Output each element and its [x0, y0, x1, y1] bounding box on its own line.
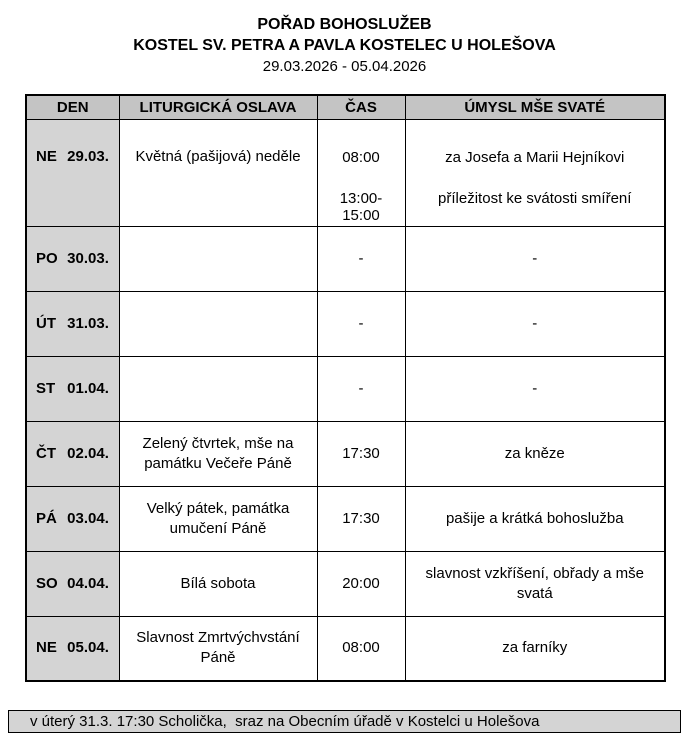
day-date: 30.03. — [67, 249, 109, 267]
table-row — [26, 356, 665, 421]
time-cell: - — [317, 356, 405, 421]
table-row — [26, 551, 665, 616]
time-cell: 17:30 — [317, 486, 405, 551]
table-header-row — [26, 95, 665, 119]
day-date: 01.04. — [67, 379, 109, 397]
table-row — [26, 119, 665, 226]
celebration-cell — [119, 291, 317, 356]
time-cell: 17:30 — [317, 421, 405, 486]
table-row — [26, 616, 665, 681]
day-abbr: NE — [36, 639, 57, 657]
celebration-cell: Zelený čtvrtek, mše na památku Večeře Páně — [119, 421, 317, 486]
day-abbr: SO — [36, 574, 58, 592]
day-cell — [26, 226, 119, 291]
schedule-table — [25, 94, 666, 682]
footer-note-bar — [8, 710, 681, 733]
intention-cell: - — [405, 226, 665, 291]
day-abbr: PÁ — [36, 509, 57, 527]
day-cell — [26, 356, 119, 421]
intention-entry: příležitost ke svátosti smíření — [438, 189, 632, 207]
date-range: 29.03.2026 - 05.04.2026 — [262, 58, 427, 75]
celebration-cell: Bílá sobota — [119, 551, 317, 616]
celebration-cell — [119, 356, 317, 421]
day-abbr: ČT — [36, 444, 56, 462]
time-cell: 08:00 — [317, 616, 405, 681]
table-row — [26, 421, 665, 486]
time-entry: 08:00 — [342, 148, 380, 166]
column-header-celebration: LITURGICKÁ OSLAVA — [119, 95, 317, 119]
day-cell — [26, 551, 119, 616]
intention-cell: slavnost vzkříšení, obřady a mše svatá — [405, 551, 665, 616]
day-abbr: ÚT — [36, 314, 56, 332]
day-date: 04.04. — [67, 574, 109, 592]
intention-entry: za Josefa a Marii Hejníkovi — [445, 148, 625, 166]
day-abbr: PO — [36, 249, 58, 267]
intention-cell: za kněze — [405, 421, 665, 486]
table-row — [26, 291, 665, 356]
day-abbr: ST — [36, 379, 56, 397]
day-date: 31.03. — [67, 314, 109, 332]
intention-cell: - — [405, 291, 665, 356]
time-cell: - — [317, 226, 405, 291]
column-header-day: DEN — [26, 95, 119, 119]
document-header — [0, 0, 689, 77]
intention-cell — [405, 119, 665, 226]
celebration-cell: Květná (pašijová) neděle — [119, 119, 317, 226]
table-row — [26, 486, 665, 551]
intention-cell: - — [405, 356, 665, 421]
day-date: 05.04. — [67, 639, 109, 657]
day-date: 02.04. — [67, 444, 109, 462]
day-abbr: NE — [36, 147, 57, 165]
column-header-intention: ÚMYSL MŠE SVATÉ — [405, 95, 665, 119]
table-row — [26, 226, 665, 291]
day-date: 03.04. — [67, 509, 109, 527]
time-cell: 20:00 — [317, 551, 405, 616]
footer-note: v úterý 31.3. 17:30 Scholička, sraz na Obecním úřadě v Kostelci u Holešova — [30, 713, 540, 730]
time-cell — [317, 119, 405, 226]
celebration-cell: Slavnost Zmrtvýchvstání Páně — [119, 616, 317, 681]
celebration-cell: Velký pátek, památka umučení Páně — [119, 486, 317, 551]
column-header-time: ČAS — [317, 95, 405, 119]
celebration-cell — [119, 226, 317, 291]
day-cell — [26, 421, 119, 486]
time-cell: - — [317, 291, 405, 356]
intention-cell: za farníky — [405, 616, 665, 681]
document-title: POŘAD BOHOSLUŽEB — [257, 16, 432, 33]
day-cell — [26, 291, 119, 356]
time-entry: 13:00-15:00 — [339, 189, 383, 224]
day-cell — [26, 119, 119, 226]
church-name: KOSTEL SV. PETRA A PAVLA KOSTELEC U HOLEŠOVA — [133, 37, 556, 54]
intention-cell: pašije a krátká bohoslužba — [405, 486, 665, 551]
day-cell — [26, 616, 119, 681]
day-cell — [26, 486, 119, 551]
day-date: 29.03. — [67, 147, 109, 165]
